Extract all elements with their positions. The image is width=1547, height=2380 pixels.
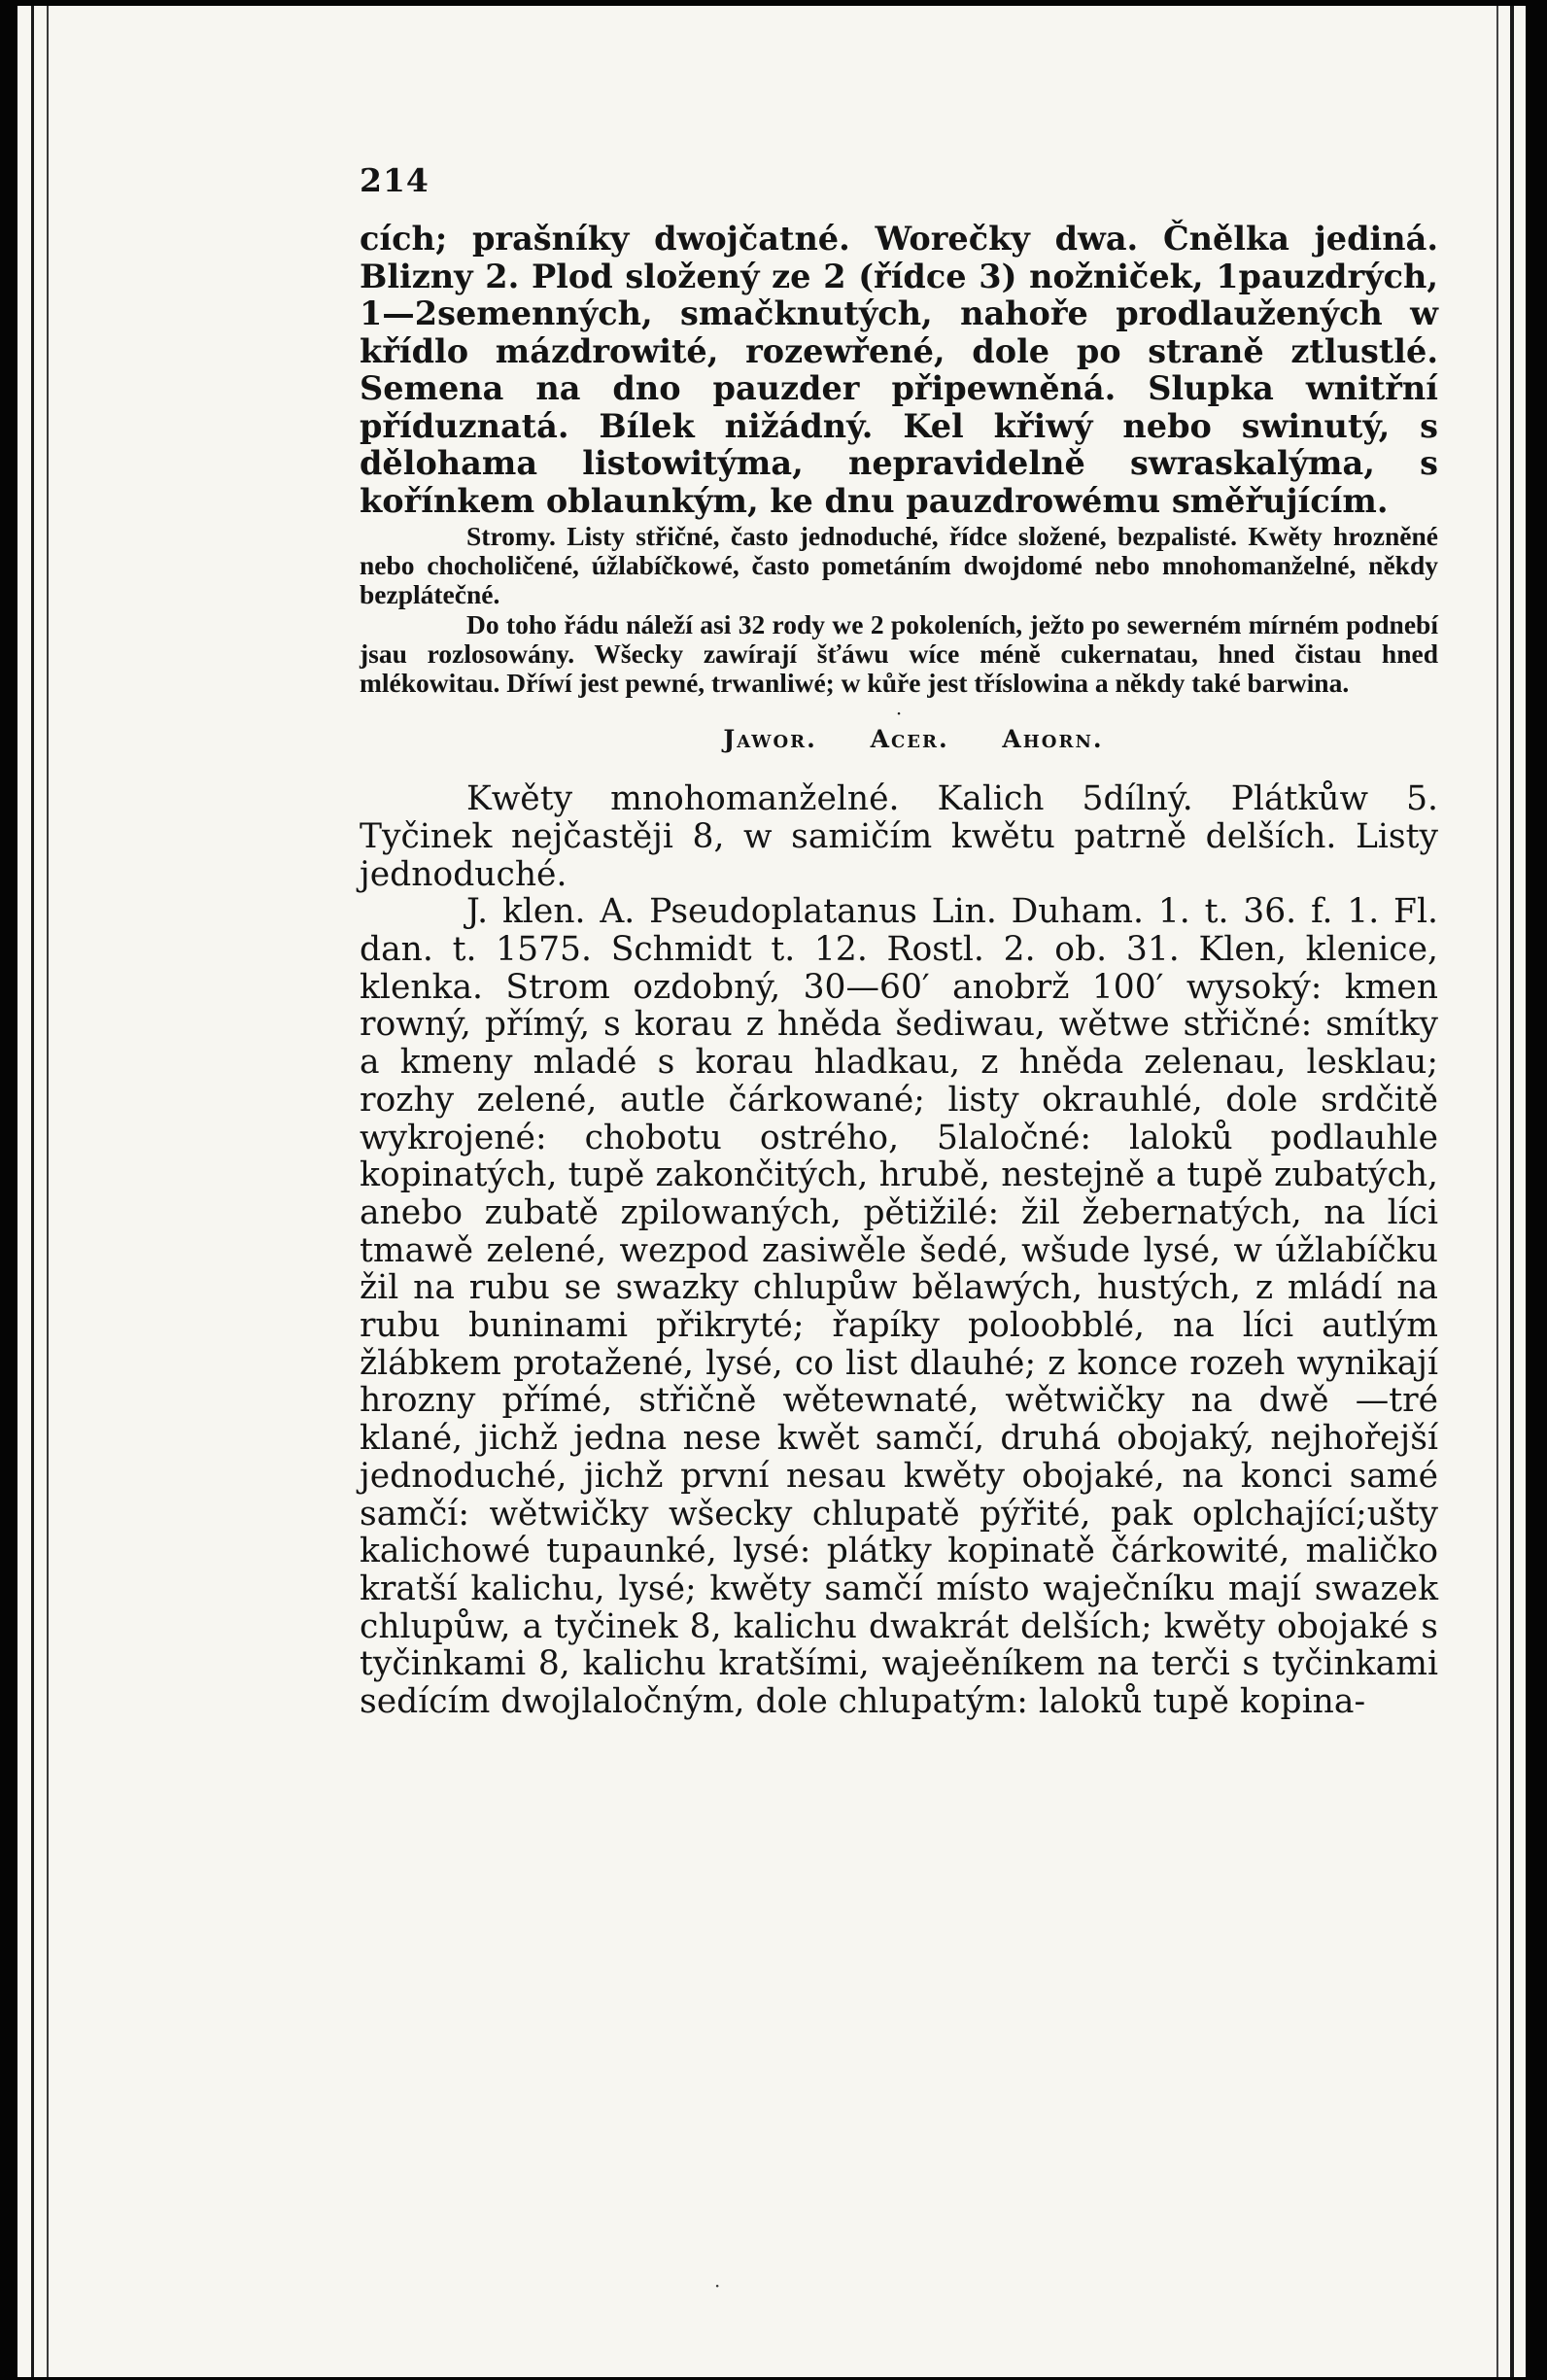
paragraph-genus-description: Kwěty mnohomanželné. Kalich 5dílný. Plátkůw 5. Tyčinek nejčastěji 8, w samičím kwětu patrně delších. Listy jednoduché. [360, 779, 1438, 894]
paragraph-species-description: J. klen. A. Pseudoplatanus Lin. Duham. 1. t. 36. f. 1. Fl. dan. t. 1575. Schmidt t. 12. Rostl. 2. ob. 31. Klen, klenice, klenka. Strom ozdobný, 30—60′ anobrž 100′ wysoký: kmen rowný, přímý, s korau z hněda šediwau, wětwe střičné: smítky a kmeny mladé s korau hladkau, z hněda zelenau, lesklau; rozhy zelené, autle čárkowané; listy okrauhlé, dole srdčitě wykrojené: chobotu ostrého, 5laločné: laloků podlauhle kopinatých, tupě zakončitých, hrubě, nestejně a tupě zubatých, anebo zubatě zpilowaných, pětižilé: žil žebernatých, na líci tmawě zelené, wezpod zasiwěle šedé, wšude lysé, w úžlabíčku žil na rubu se swazky chlupůw bělawých, hustých, z mládí na rubu buninami přikryté; řapíky poloobblé, na líci autlým žlábkem protažené, lysé, co list dlauhé; z konce rozeh wynikají hrozny přímé, střičně wětewnaté, wětwičky na dwě —tré klané, jichž jedna nese kwět samčí, druhá obojaký, nejhořejší jednoduché, jichž první nesau kwěty obojaké, na konci samé samčí: wětwičky wšecky chlupatě pýřité, pak oplchající;ušty kalichowé tupaunké, lysé: plátky kopinatě čárkowité, maličko kratší kalichu, lysé; kwěty samčí místo waječníku mají swazek chlupůw, a tyčinek 8, kalichu dwakrát delších; kwěty obojaké s tyčinkami 8, kalichu kratšími, wajeěníkem na terči s tyčinkami sedícím dwojlaločným, dole chlupatým: laloků tupě kopina- [360, 892, 1438, 1722]
paragraph-trees-summary: Stromy. Listy střičné, často jednoduché, řídce složené, bezpalisté. Kwěty hrozněné nebo chocholičené, úžlabíčkowé, často pometáním dwojdomé nebo mnohomanželné, někdy bezplátečné. [360, 521, 1438, 610]
separator-dot: · [895, 702, 903, 726]
page-content [360, 161, 1438, 1721]
heading-german-name: Ahorn. [1002, 725, 1104, 754]
page-edge-right-inner [1496, 6, 1498, 2377]
heading-czech-name: Jawor. [723, 725, 817, 754]
page-edge-left [31, 6, 34, 2377]
bottom-dot: · [714, 2274, 721, 2297]
paragraph-fruit-description: cích; prašníky dwojčatné. Worečky dwa. Čnělka jediná. Blizny 2. Plod složený ze 2 (řídce 3) nožniček, 1pauzdrých, 1—2semenných, smačknutých, nahoře prodlaužených w křídlo mázdrowité, rozewřené, dole po straně ztlustlé. Semena na dno pauzder připewněná. Slupka wnitřní příduznatá. Bílek nižádný. Kel křiwý nebo swinutý, s dělohama listowitýma, nepravidelně swraskalýma, s kořínkem oblaunkým, ke dnu pauzdrowému směřujícím. [360, 220, 1438, 520]
page-edge-left-inner [47, 6, 49, 2377]
section-heading [360, 725, 1438, 753]
paragraph-order-summary: Do toho řádu náleží asi 32 rody we 2 pokoleních, ježto po sewerném mírném podnebí jsau rozlosowány. Wšecky zawírají šťáwu wíce méně cukernatau, hned čistau hned mlékowitau. Dříwí jest pewné, trwanliwé; w kůře jest tříslowina a někdy také barwina. [360, 608, 1438, 699]
page-number: 214 [360, 161, 430, 199]
book-page [17, 6, 1526, 2377]
page-edge-right [1510, 6, 1514, 2377]
heading-latin-name: Acer. [870, 725, 949, 754]
